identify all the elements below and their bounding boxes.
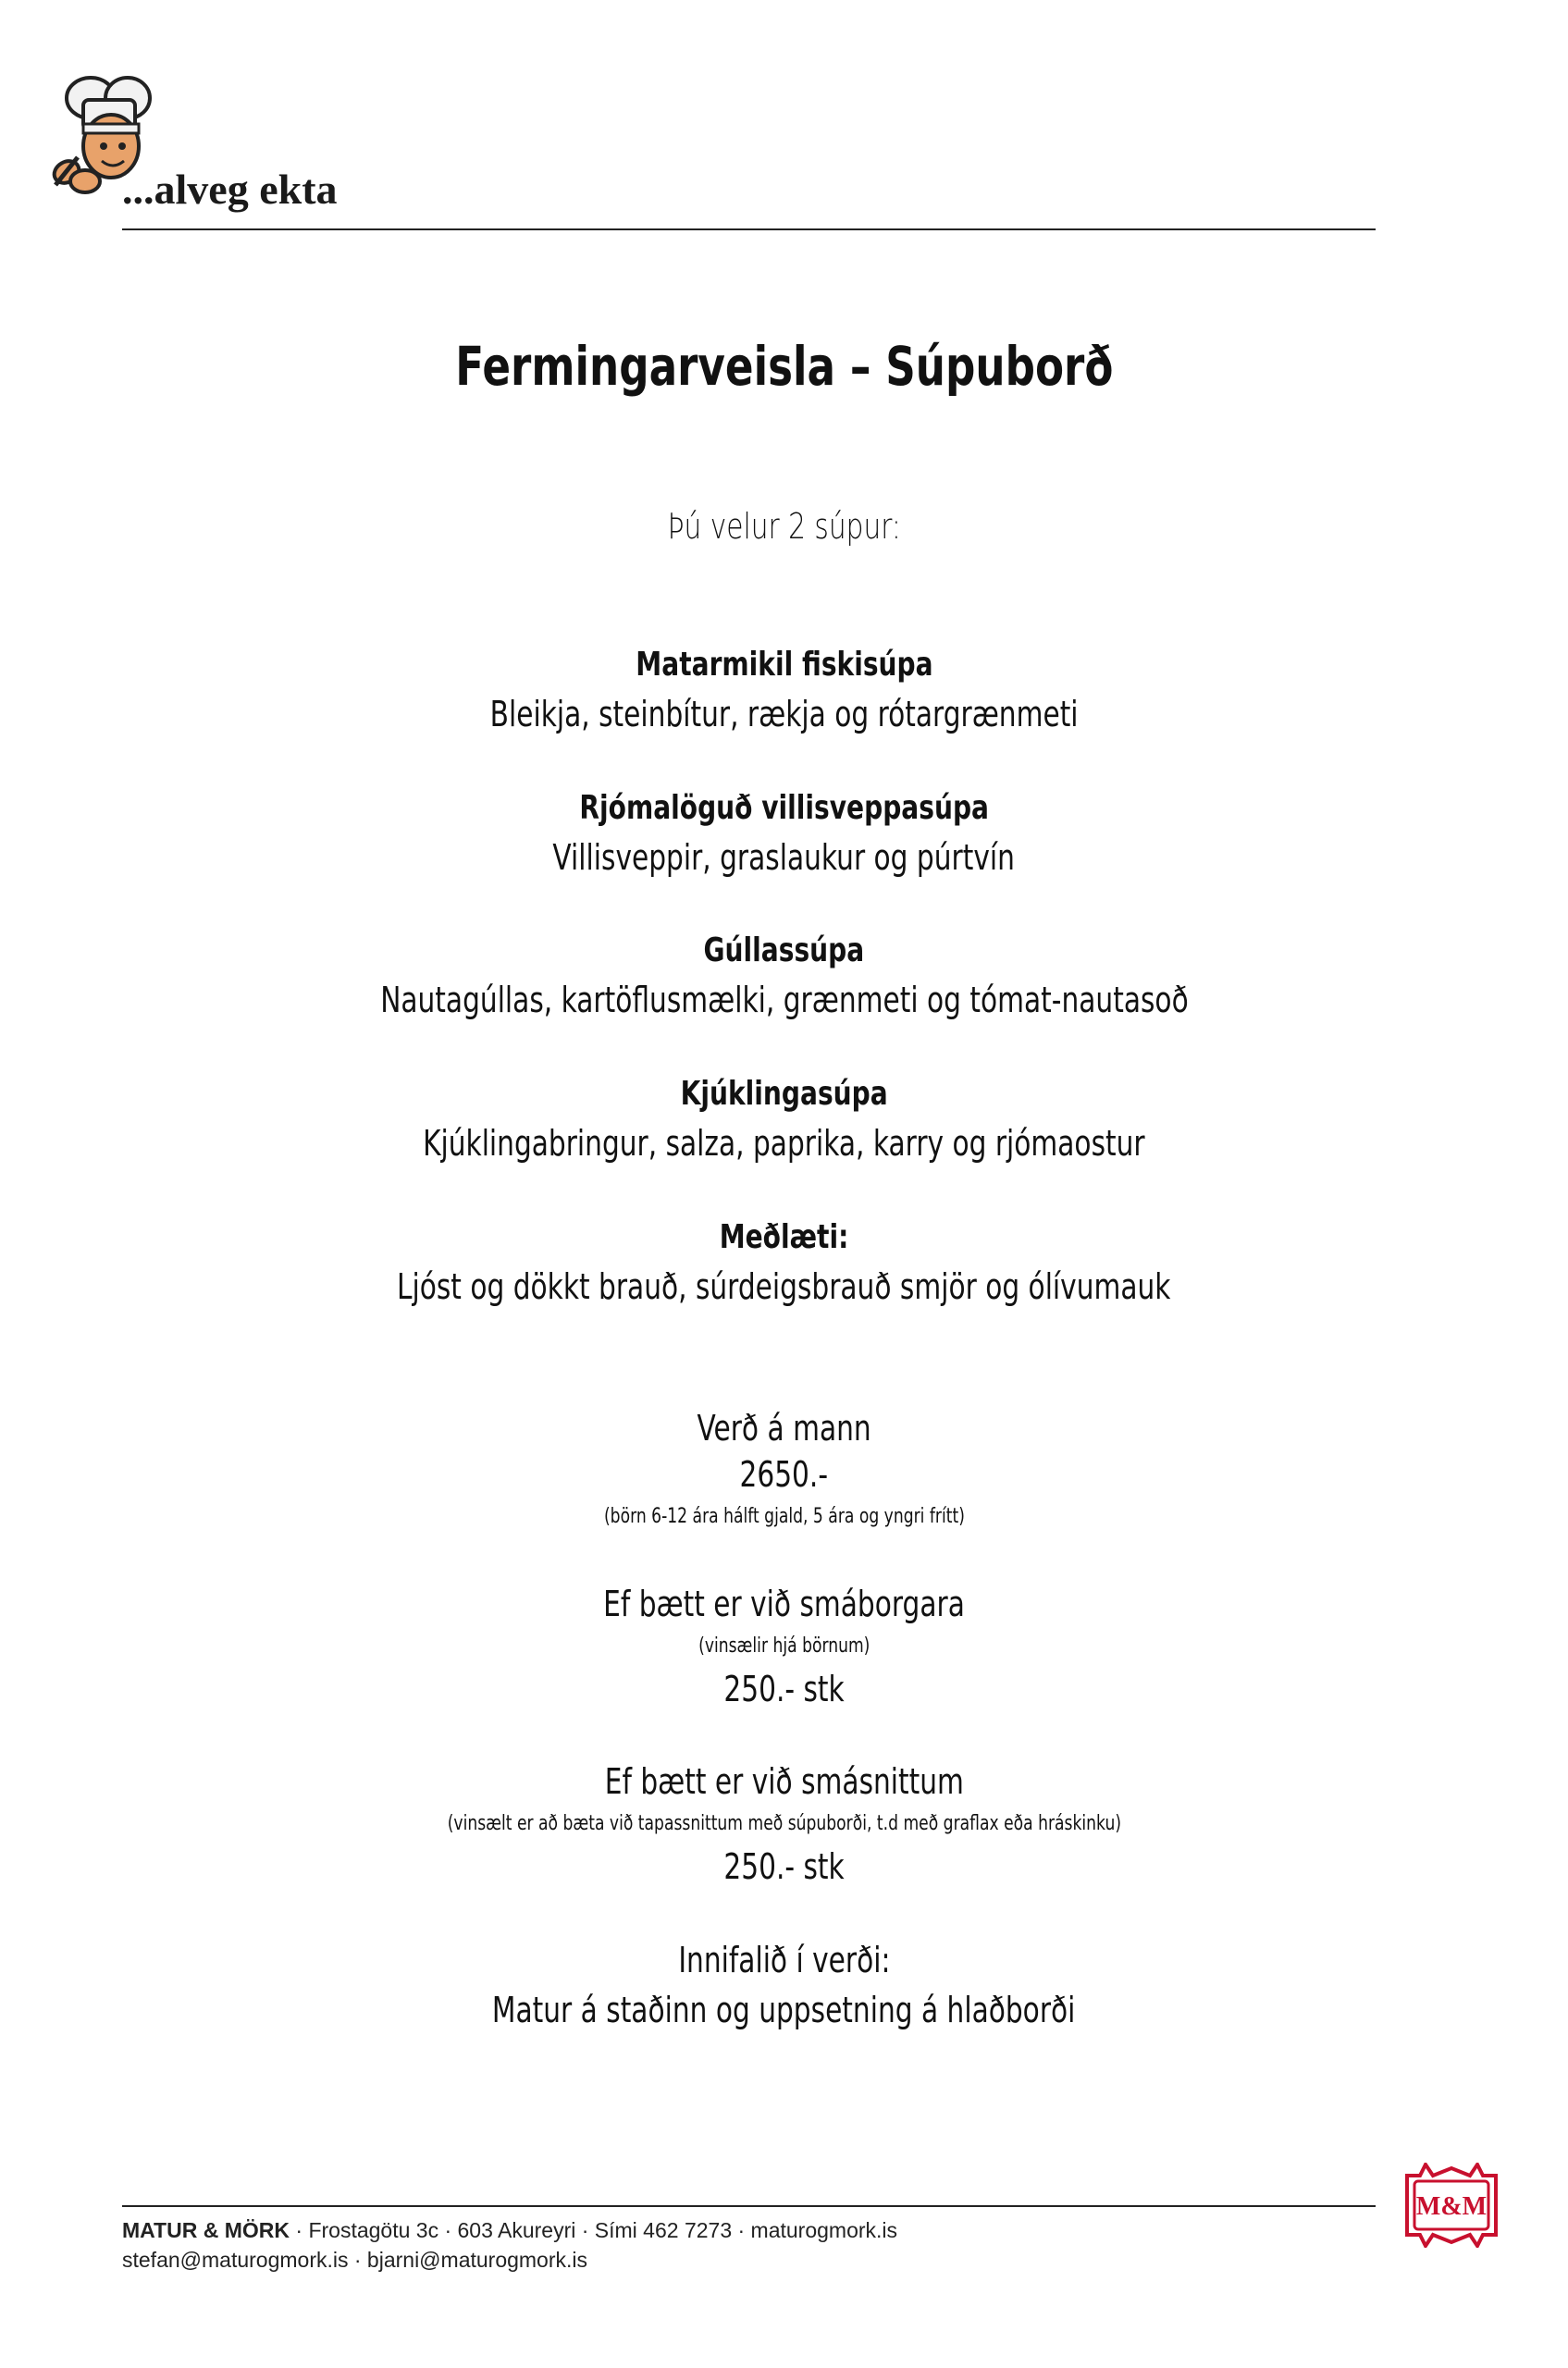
addon-label: Ef bætt er við smáborgara <box>603 1584 965 1624</box>
dish-description: Nautagúllas, kartöflusmælki, grænmeti og tómat-nautasoð <box>379 980 1189 1020</box>
addon-price: 250.- stk <box>723 1846 845 1887</box>
included-text: Matur á staðinn og uppsetning á hlaðborði <box>492 1990 1076 2030</box>
addon-price-row <box>0 1669 1568 1709</box>
price-amount: 2650.- <box>739 1454 829 1495</box>
page-title-row <box>0 335 1568 398</box>
price-amount-row <box>0 1454 1568 1495</box>
dish-description: Bleikja, steinbítur, rækja og rótargrænmeti <box>489 694 1079 734</box>
footer-address-line <box>122 2218 897 2243</box>
sides-heading: Meðlæti: <box>719 1218 849 1256</box>
included-label: Innifalið í verði: <box>677 1940 891 1980</box>
intro-text: Þú velur 2 súpur: <box>667 506 901 547</box>
intro-row <box>0 506 1568 547</box>
dish-name: Kjúklingasúpa <box>680 1075 888 1113</box>
dish-name-row <box>0 646 1568 684</box>
mm-badge-text: M&M <box>1415 2192 1488 2221</box>
price-label-row <box>0 1408 1568 1449</box>
dish-desc-row <box>0 980 1568 1020</box>
dish-name-row <box>0 931 1568 969</box>
price-note-row <box>0 1505 1568 1528</box>
addon-label-row <box>0 1584 1568 1624</box>
dish-name-row <box>0 1218 1568 1256</box>
header-divider <box>122 228 1376 230</box>
addon-note: (vinsælt er að bæta við tapassnittum með súpuborði, t.d með graflax eða hráskinku) <box>447 1812 1121 1835</box>
dish-description: Kjúklingabringur, salza, paprika, karry og rjómaostur <box>423 1123 1145 1164</box>
page-title: Fermingarveisla – Súpuborð <box>454 335 1114 398</box>
dish-name: Matarmikil fiskisúpa <box>635 646 933 684</box>
dish-desc-row <box>0 1123 1568 1164</box>
tagline: ...alveg ekta <box>122 166 338 213</box>
addon-note-row <box>0 1634 1568 1658</box>
dish-name-row <box>0 1075 1568 1113</box>
dish-name: Gúllassúpa <box>703 931 865 969</box>
dish-desc-row <box>0 837 1568 878</box>
company-address: · Frostagötu 3c · 603 Akureyri · Sími 462 7273 · maturogmork.is <box>290 2218 898 2242</box>
footer-divider <box>122 2205 1376 2207</box>
mm-logo-badge-icon <box>1401 2163 1501 2248</box>
addon-price-row <box>0 1846 1568 1887</box>
sides-description: Ljóst og dökkt brauð, súrdeigsbrauð smjör og ólívumauk <box>397 1266 1171 1307</box>
price-note: (börn 6-12 ára hálft gjald, 5 ára og yngri frítt) <box>603 1505 965 1528</box>
footer-emails: stefan@maturogmork.is · bjarni@maturogmork.is <box>122 2248 588 2272</box>
included-text-row <box>0 1990 1568 2030</box>
dish-name-row <box>0 789 1568 827</box>
addon-label-row <box>0 1761 1568 1802</box>
included-label-row <box>0 1940 1568 1980</box>
addon-note: (vinsælir hjá börnum) <box>698 1634 870 1658</box>
company-name: MATUR & MÖRK <box>122 2218 290 2242</box>
dish-desc-row <box>0 1266 1568 1307</box>
price-label: Verð á mann <box>697 1408 871 1449</box>
dish-desc-row <box>0 694 1568 734</box>
dish-description: Villisveppir, graslaukur og púrtvín <box>552 837 1016 878</box>
addon-price: 250.- stk <box>723 1669 845 1709</box>
addon-note-row <box>0 1812 1568 1835</box>
dish-name: Rjómalöguð villisveppasúpa <box>579 789 989 827</box>
addon-label: Ef bætt er við smásnittum <box>604 1761 964 1802</box>
